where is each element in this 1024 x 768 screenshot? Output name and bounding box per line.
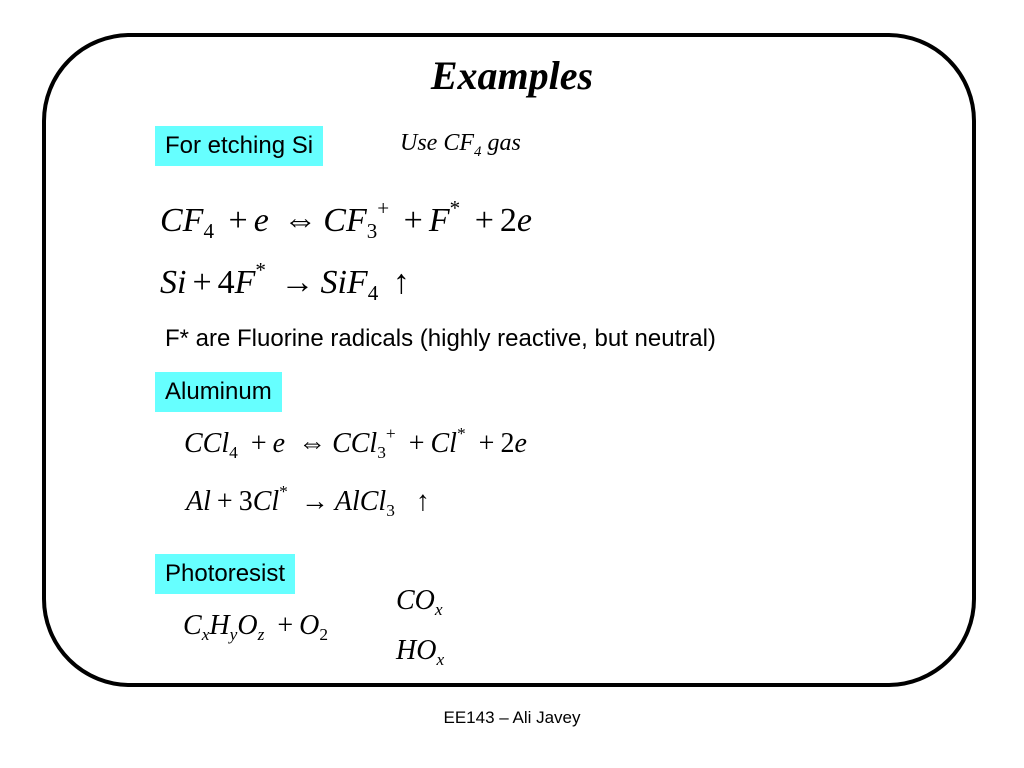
- gas-note: Use $CF_4$ gas: [400, 130, 521, 160]
- equation-cf4-dissociation: $CF_4 + e$ ⇔ $CF_3^+ + F^* + 2e$: [160, 196, 532, 244]
- label-aluminum: Aluminum: [155, 372, 282, 412]
- equation-photoresist-reactants: $C_xH_yO_z + O_2$: [183, 610, 329, 645]
- equation-al-etch: Al + 3Cl* → AlCl$_3$ ↑: [186, 482, 430, 521]
- slide-footer: EE143 – Ali Javey: [443, 708, 581, 727]
- radical-note: F* are Fluorine radicals (highly reactive, but neutral): [165, 325, 716, 352]
- label-photoresist: Photoresist: [155, 554, 295, 594]
- equation-ccl4-dissociation: CCl$_4$ + e ⇔ CCl$_3$+ + Cl* + 2e: [184, 424, 527, 463]
- label-for-etching-si: For etching Si: [155, 126, 323, 166]
- slide-title: Examples: [430, 53, 594, 98]
- product-cox: $CO_x$: [396, 585, 443, 620]
- equation-si-etch: Si + 4F* → SiF$_4$ ↑: [160, 258, 410, 306]
- product-hox: $HO_x$: [396, 635, 445, 670]
